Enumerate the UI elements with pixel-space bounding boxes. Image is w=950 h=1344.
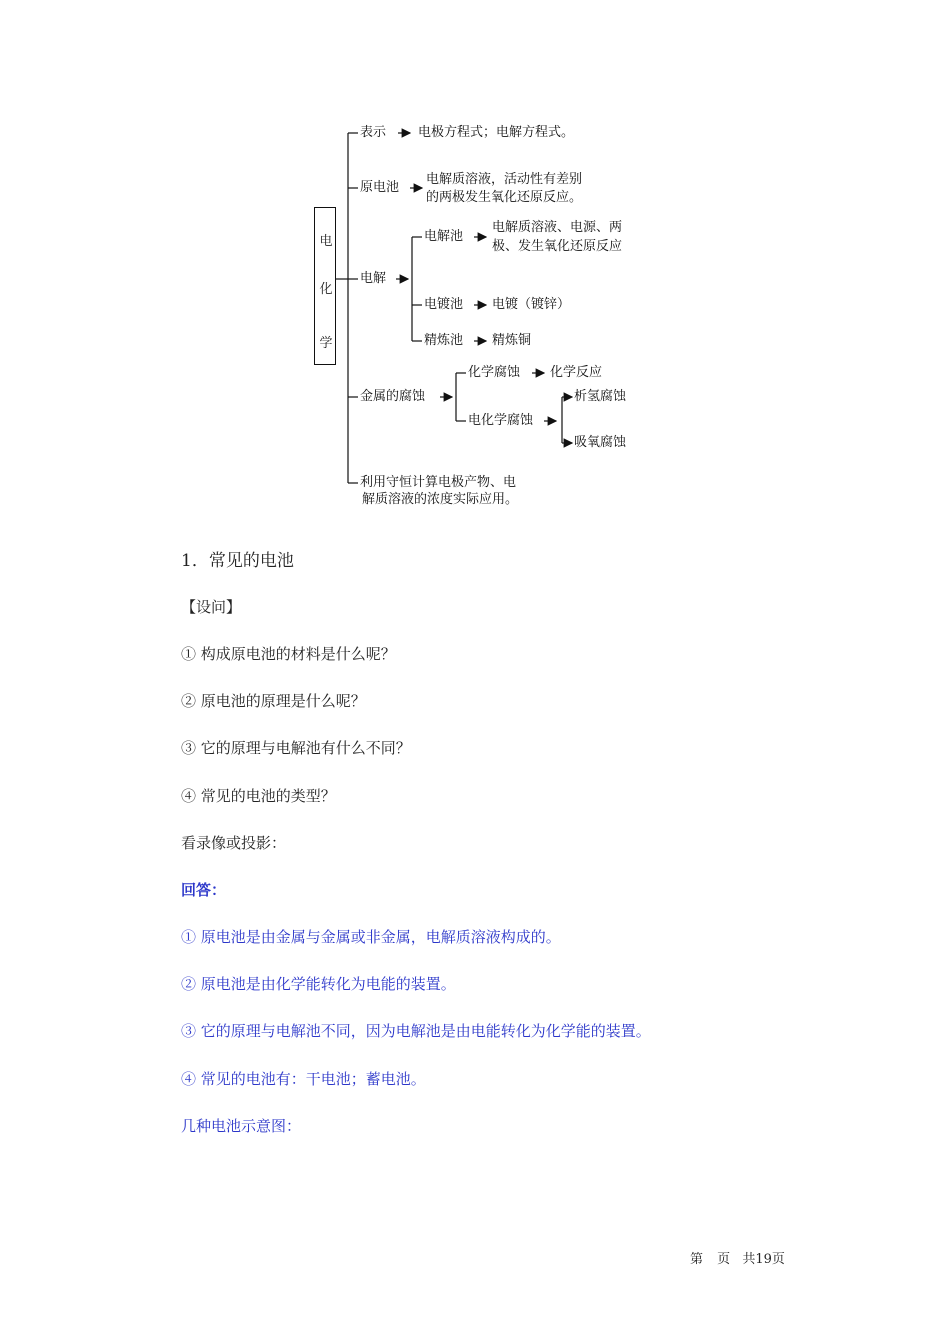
- root-char-2: 化: [319, 282, 333, 297]
- root-char-3: 学: [319, 336, 333, 351]
- oxygen-absorption-corrosion: 吸氧腐蚀: [574, 435, 627, 450]
- galvanic-desc-line1: 电解质溶液，活动性有差别: [426, 172, 583, 187]
- diagram-root-box: [314, 207, 336, 365]
- footer-total-suffix: 页: [771, 1252, 785, 1267]
- question-4: ④ 常见的电池的类型？: [181, 787, 336, 805]
- electrochemistry-concept-diagram: [300, 115, 660, 515]
- node-electrolysis: 电解: [360, 271, 387, 286]
- page-footer: [690, 1248, 785, 1267]
- question-tag: 【设问】: [181, 598, 242, 616]
- question-1: ① 构成原电池的材料是什么呢？: [181, 645, 396, 663]
- battery-figures-caption: 几种电池示意图：: [181, 1117, 302, 1135]
- section-heading: 1．常见的电池: [181, 551, 294, 571]
- node-chemical-corrosion: 化学腐蚀: [468, 365, 521, 380]
- answer-2: ② 原电池是由化学能转化为电能的装置。: [181, 975, 456, 993]
- node-refining-cell: 精炼池: [424, 333, 464, 348]
- node-representation: 表示: [360, 125, 387, 140]
- node-electrolytic-cell: 电解池: [424, 229, 464, 244]
- node-galvanic-cell: 原电池: [360, 180, 400, 195]
- answer-1: ① 原电池是由金属与金属或非金属，电解质溶液构成的。: [181, 928, 561, 946]
- footer-page-suffix: 页: [717, 1252, 731, 1267]
- answer-label: 回答：: [181, 881, 227, 899]
- footer-page-prefix: 第: [690, 1252, 704, 1267]
- node-electrochemical-corrosion: 电化学腐蚀: [468, 413, 534, 428]
- plating-desc: 电镀（镀锌）: [492, 297, 571, 312]
- root-char-1: 电: [319, 234, 333, 249]
- electrolytic-desc-line2: 极、发生氧化还原反应: [492, 239, 623, 254]
- question-2: ② 原电池的原理是什么呢？: [181, 692, 366, 710]
- refining-desc: 精炼铜: [492, 333, 532, 348]
- answer-4: ④ 常见的电池有：干电池；蓄电池。: [181, 1070, 426, 1088]
- node-metal-corrosion: 金属的腐蚀: [360, 389, 426, 404]
- answer-3: ③ 它的原理与电解池不同，因为电解池是由电能转化为化学能的装置。: [181, 1022, 651, 1040]
- electrolytic-desc-line1: 电解质溶液、电源、两: [492, 220, 623, 235]
- hydrogen-evolution-corrosion: 析氢腐蚀: [574, 389, 627, 404]
- node-conservation-line1: 利用守恒计算电极产物、电: [360, 475, 517, 490]
- node-plating-cell: 电镀池: [424, 297, 464, 312]
- footer-total-pages: 19: [755, 1252, 772, 1267]
- node-conservation-line2: 解质溶液的浓度实际应用。: [362, 492, 519, 507]
- watch-instruction: 看录像或投影：: [181, 834, 287, 852]
- chemical-reaction-desc: 化学反应: [550, 365, 603, 380]
- question-3: ③ 它的原理与电解池有什么不同？: [181, 739, 411, 757]
- galvanic-desc-line2: 的两极发生氧化还原反应。: [426, 190, 583, 205]
- footer-total-prefix: 共: [742, 1252, 756, 1267]
- node-equations: 电极方程式；电解方程式。: [418, 125, 575, 140]
